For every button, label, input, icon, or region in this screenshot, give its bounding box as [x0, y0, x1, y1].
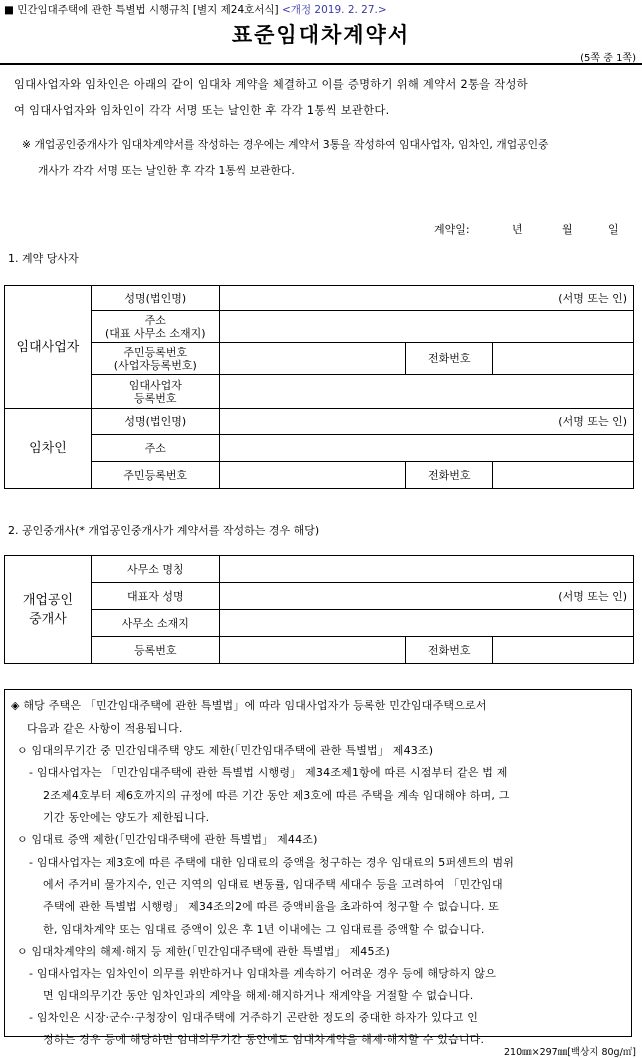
- notice-box: [4, 689, 632, 1046]
- notice-line: 다음과 같은 사항이 적용됩니다.: [27, 722, 183, 735]
- tenant-reg-field[interactable]: [219, 462, 406, 489]
- parties-table: [4, 285, 634, 489]
- page-title: 표준임대차계약서: [231, 23, 411, 47]
- tenant-phone-field[interactable]: [493, 462, 634, 489]
- tenant-address-label: 주소: [91, 435, 219, 462]
- notice-line: 에서 주거비 물가지수, 인근 지역의 임대료 변동률, 임대주택 세대수 등을 고려하여 「민간임대: [43, 878, 503, 891]
- notice-line: 2조제4호부터 제6호까지의 규정에 따른 기간 동안 제3호에 따른 주택을 계속 임대해야 하며, 그: [43, 789, 510, 802]
- broker-group-label: 개업공인 중개사: [5, 556, 92, 664]
- notice-line: 한, 임대차계약 또는 임대료 증액이 있은 후 1년 이내에는 그 임대료를 증액할 수 없습니다.: [43, 923, 485, 936]
- paper-spec: 210㎜×297㎜[백상지 80g/㎡]: [503, 1047, 636, 1058]
- notice-line: 면 임대의무기간 동안 임차인과의 계약을 해제·해지하거나 재계약을 거절할 수 없습니다.: [43, 989, 474, 1002]
- landlord-bizreg-field[interactable]: [219, 375, 633, 409]
- notice-line: 정하는 경우 등에 해당하면 임대의무기간 동안에도 임대차계약을 해제·해지할 수 있습니다.: [43, 1033, 485, 1046]
- broker-note: [22, 132, 632, 184]
- contract-date-day[interactable]: 일: [608, 223, 619, 236]
- form-reference: [4, 2, 387, 17]
- landlord-address-label: 주소 (대표 사무소 소재지): [91, 311, 219, 343]
- office-address-label: 사무소 소재지: [91, 610, 219, 637]
- contract-date-year[interactable]: 년: [512, 223, 523, 236]
- rep-sign-text: (서명 또는 인): [558, 589, 627, 603]
- landlord-group-label: 임대사업자: [5, 286, 92, 409]
- notice-line: - 임대사업자는 제3호에 따른 주택에 대한 임대료의 증액을 청구하는 경우 임대료의 5퍼센트의 범위: [29, 856, 515, 869]
- notice-line: 기간 동안에는 양도가 제한됩니다.: [43, 811, 210, 824]
- intro-paragraph: [14, 72, 634, 124]
- broker-phone-label: 전화번호: [406, 637, 493, 664]
- tenant-reg-label: 주민등록번호: [91, 462, 219, 489]
- landlord-phone-label: 전화번호: [406, 343, 493, 375]
- section-2-title: 2. 공인중개사(* 개업공인중개사가 계약서를 작성하는 경우 해당): [8, 524, 320, 537]
- contract-date-label: 계약일:: [434, 223, 470, 236]
- landlord-name-label: 성명(법인명): [91, 286, 219, 311]
- rep-name-label: 대표자 성명: [91, 583, 219, 610]
- office-address-field[interactable]: [219, 610, 633, 637]
- notice-line: - 임대사업자는 임차인이 의무를 위반하거나 임대차를 계속하기 어려운 경우 등에 해당하지 않으: [29, 967, 497, 980]
- landlord-phone-field[interactable]: [493, 343, 634, 375]
- section-1-title: 1. 계약 당사자: [8, 252, 79, 265]
- page-number: (5쪽 중 1쪽): [580, 53, 636, 64]
- notice-line: ◈ 해당 주택은 「민간임대주택에 관한 특별법」에 따라 임대사업자가 등록한 민간임대주택으로서: [11, 699, 487, 712]
- tenant-sign-field[interactable]: [219, 409, 633, 435]
- landlord-bizreg-label: 임대사업자 등록번호: [91, 375, 219, 409]
- office-name-field[interactable]: [219, 556, 633, 583]
- office-name-label: 사무소 명칭: [91, 556, 219, 583]
- broker-reg-field[interactable]: [219, 637, 406, 664]
- landlord-reg-label: 주민등록번호 (사업자등록번호): [91, 343, 219, 375]
- landlord-sign-field[interactable]: [219, 286, 633, 311]
- notice-line: ㅇ 임대차계약의 해제·해지 등 제한(「민간임대주택에 관한 특별법」 제45조): [17, 945, 390, 958]
- broker-reg-label: 등록번호: [91, 637, 219, 664]
- tenant-group-label: 임차인: [5, 409, 92, 489]
- note-line-1: ※ 개업공인중개사가 임대차계약서를 작성하는 경우에는 계약서 3통을 작성하여 임대사업자, 임차인, 개업공인중: [22, 138, 549, 151]
- revision-date: <개정 2019. 2. 27.>: [282, 4, 387, 16]
- tenant-address-field[interactable]: [219, 435, 633, 462]
- landlord-sign-text: (서명 또는 인): [558, 291, 627, 305]
- tenant-sign-text: (서명 또는 인): [558, 415, 627, 428]
- notice-line: ㅇ 임대료 증액 제한(「민간임대주택에 관한 특별법」 제44조): [17, 833, 318, 846]
- notice-line: 주택에 관한 특별법 시행령」 제34조의2에 따른 증액비율을 초과하여 청구할 수 없습니다. 또: [43, 900, 500, 913]
- intro-line-1: 임대사업자와 임차인은 아래의 같이 임대차 계약을 체결하고 이를 증명하기 위해 계약서 2통을 작성하: [14, 78, 528, 91]
- notice-line: - 임대사업자는 「민간임대주택에 관한 특별법 시행령」 제34조제1항에 따른 시점부터 같은 법 제: [29, 766, 508, 779]
- note-line-2: 개사가 각각 서명 또는 날인한 후 각각 1통씩 보관한다.: [38, 164, 295, 177]
- broker-phone-field[interactable]: [493, 637, 634, 664]
- tenant-name-label: 성명(법인명): [91, 409, 219, 435]
- tenant-phone-label: 전화번호: [406, 462, 493, 489]
- contract-date-month[interactable]: 월: [562, 223, 573, 236]
- rep-sign-field[interactable]: [219, 583, 633, 610]
- landlord-address-field[interactable]: [219, 311, 633, 343]
- broker-table: [4, 555, 634, 664]
- title-divider: [0, 63, 642, 65]
- notice-line: ㅇ 임대의무기간 중 민간임대주택 양도 제한(「민간임대주택에 관한 특별법」 제43조): [17, 744, 434, 757]
- notice-line: - 임차인은 시장·군수·구청장이 임대주택에 거주하기 곤란한 정도의 중대한 하자가 있다고 인: [29, 1011, 479, 1024]
- landlord-reg-field[interactable]: [219, 343, 406, 375]
- intro-line-2: 여 임대사업자와 임차인이 각각 서명 또는 날인한 후 각각 1통씩 보관한다.: [14, 104, 390, 117]
- form-ref-text: ■ 민간임대주택에 관한 특별법 시행규칙 [별지 제24호서식]: [4, 4, 279, 16]
